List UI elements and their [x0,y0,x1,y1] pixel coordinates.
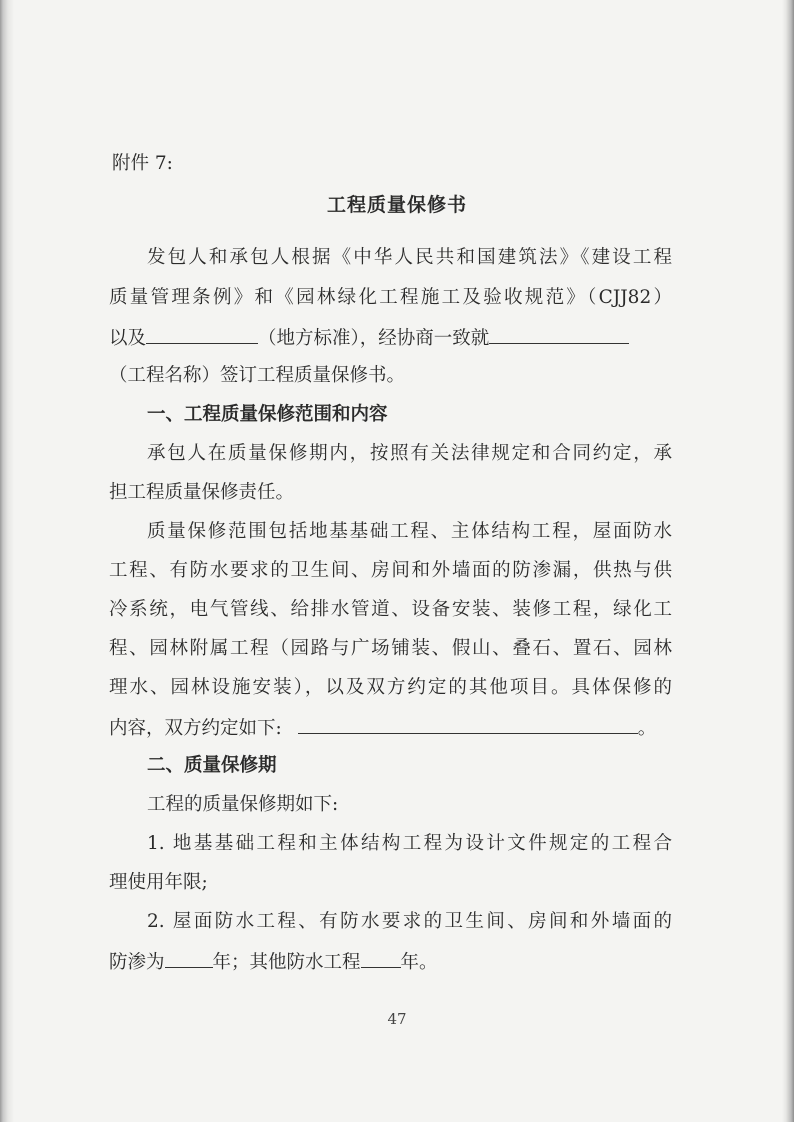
section-2-heading: 二、质量保修期 [147,755,277,776]
section-1-p2-line-5: 理水、园林设施安装），以及双方约定的其他项目。具体保修的 [109,677,672,698]
section-1-heading: 一、工程质量保修范围和内容 [147,404,388,425]
section-1-p2-line-1: 质量保修范围包括地基基础工程、主体结构工程，屋面防水 [147,521,672,542]
warranty-content-blank[interactable] [298,715,638,734]
section-2-item-2-line-2-start: 防渗为 [109,952,165,973]
intro-line-1: 发包人和承包人根据《中华人民共和国建筑法》《建设工程 [147,247,672,268]
section-1-p2-line-6-start: 内容，双方约定如下: [109,718,282,739]
scan-edge-right [782,0,794,1122]
section-1-p2-line-6 [109,715,656,741]
section-1-p1-line-2: 担工程质量保修责任。 [109,482,295,503]
section-2-item-2-line-2 [109,949,438,975]
intro-line-2: 质量管理条例》和《园林绿化工程施工及验收规范》（CJJ82） [109,287,672,308]
other-waterproof-years-blank[interactable] [361,949,401,968]
intro-line-3 [109,325,672,351]
section-2-item-1-line-2: 理使用年限; [109,872,208,893]
section-1-p1-line-1: 承包人在质量保修期内，按照有关法律规定和合同约定，承 [147,443,672,464]
waterproof-years-blank[interactable] [165,949,213,968]
scan-edge-left [0,0,14,1122]
section-2-item-2-line-1: 2. 屋面防水工程、有防水要求的卫生间、房间和外墙面的 [147,911,672,932]
section-2-item-2-line-2-mid: 年；其他防水工程 [212,952,361,973]
intro-line-4: （工程名称）签订工程质量保修书。 [109,365,406,386]
page-number: 47 [387,1010,407,1028]
section-1-p2-line-3: 冷系统，电气管线、给排水管道、设备安装、装修工程，绿化工 [109,599,672,620]
document-title: 工程质量保修书 [326,194,467,216]
section-2-intro: 工程的质量保修期如下: [147,794,339,815]
intro-line-3-mid: （地方标准），经协商一致就 [258,328,490,349]
annex-label: 附件 7: [112,153,173,174]
section-1-p2-line-4: 程、园林附属工程（园路与广场铺装、假山、叠石、置石、园林 [109,638,672,659]
local-standard-blank[interactable] [146,325,258,344]
section-2-item-2-line-2-end: 年。 [400,952,438,973]
section-2-item-1-line-1: 1. 地基基础工程和主体结构工程为设计文件规定的工程合 [147,833,672,854]
section-1-p2-line-2: 工程、有防水要求的卫生间、房间和外墙面的防渗漏，供热与供 [109,560,672,581]
project-name-blank[interactable] [489,325,629,344]
intro-line-3-start: 以及 [109,328,147,349]
section-1-p2-line-6-end: 。 [637,718,657,739]
